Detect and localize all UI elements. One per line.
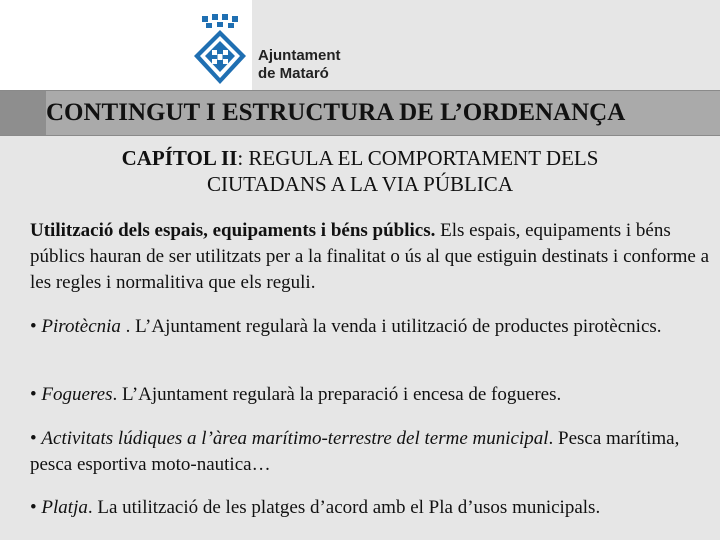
bullet: • — [30, 316, 42, 337]
item-activitats — [30, 426, 710, 478]
item-fogueres — [30, 382, 710, 408]
slide-title: CONTINGUT I ESTRUCTURA DE L’ORDENANÇA — [46, 99, 626, 126]
title-bar-accent — [0, 91, 46, 135]
bullet: • — [30, 497, 42, 518]
item-term: Platja — [41, 497, 88, 518]
item-pirotecnia — [30, 314, 710, 340]
intro-body: Els espais, equipaments i béns públics hauran de ser utilitzats per a la finalitat o ús al que estiguin destinats i conforme a les regles i normalitiva que els reguli. — [30, 220, 710, 293]
org-name-line2: de Mataró — [258, 65, 329, 82]
item-term: Pirotècnia — [41, 316, 121, 337]
org-name — [258, 47, 341, 83]
intro-lead: Utilització dels espais, equipaments i béns públics. — [30, 220, 436, 241]
bullet: • — [30, 384, 42, 405]
item-term: Fogueres — [41, 384, 113, 405]
chapter-label: CAPÍTOL II — [121, 146, 238, 170]
intro-paragraph — [30, 218, 710, 296]
title-bar — [0, 90, 720, 136]
item-term: Activitats lúdiques a l’àrea marítimo-terrestre del terme municipal — [41, 428, 549, 449]
item-body: . Pesca marítima, pesca esportiva moto-nautica… — [30, 428, 680, 475]
bullet: • — [30, 428, 42, 449]
item-body: . L’Ajuntament regularà la venda i utilització de productes pirotècnics. — [120, 316, 662, 337]
item-body: . La utilització de les platges d’acord amb el Pla d’usos municipals. — [87, 497, 601, 518]
item-platja — [30, 495, 710, 521]
chapter-text: : REGULA EL COMPORTAMENT DELS CIUTADANS A LA VIA PÚBLICA — [207, 146, 599, 196]
chapter-heading — [60, 145, 660, 197]
org-name-line1: Ajuntament — [258, 47, 341, 64]
item-body: . L’Ajuntament regularà la preparació i encesa de fogueres. — [112, 384, 562, 405]
coat-of-arms-icon — [190, 14, 250, 88]
